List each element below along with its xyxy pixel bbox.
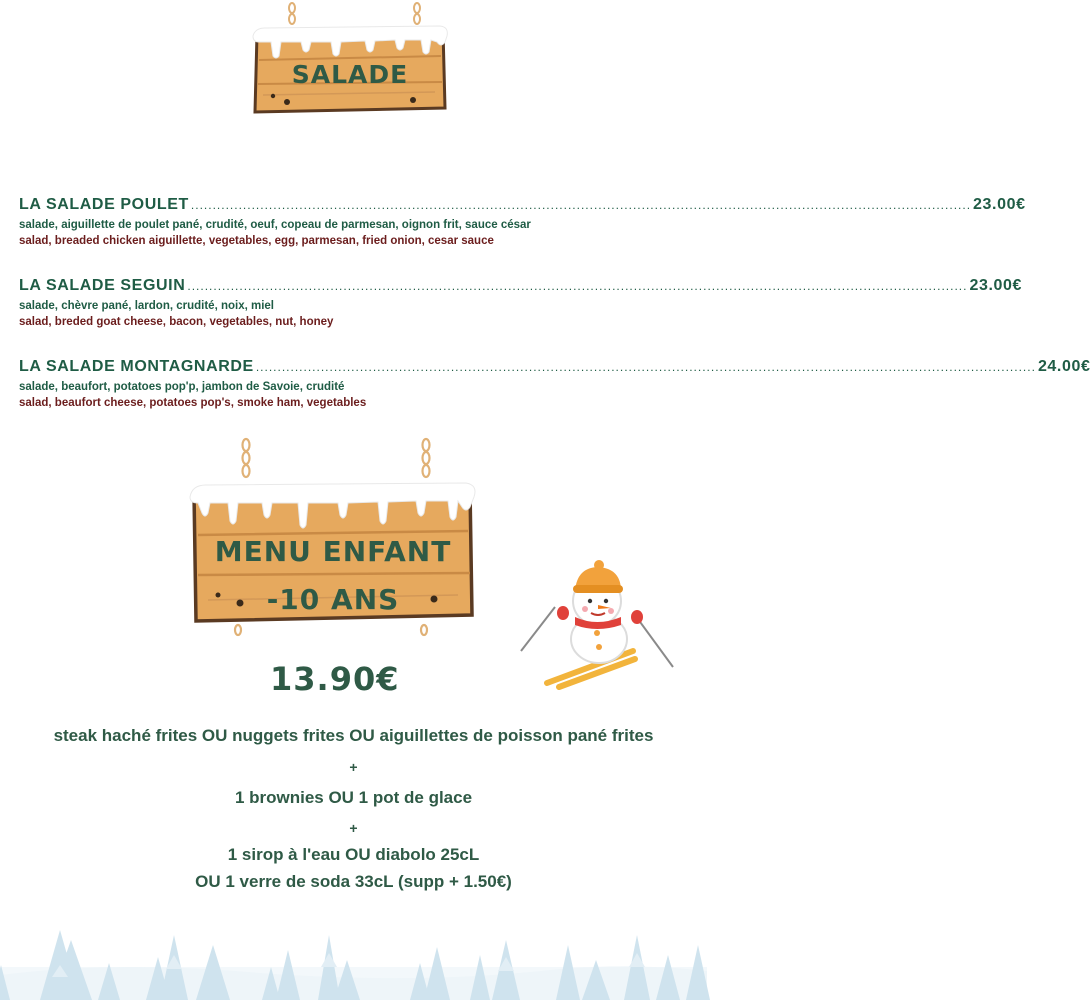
snowy-forest-footer [0,905,707,1000]
item-description-en: salad, breded goat cheese, bacon, vegetables, nut, honey [19,316,334,328]
item-price: 23.00€ [969,277,1023,294]
item-name: LA SALADE POULET [19,196,189,213]
kids-menu-title-line1: MENU ENFANT [214,535,452,568]
salade-title: SALADE [291,60,409,89]
kids-menu-line-main: steak haché frites OU nuggets frites OU aiguillettes de poisson pané frites [53,726,654,745]
item-price: 23.00€ [973,196,1026,213]
leader-dots: .................................................................................................................................................................................... [255,360,1036,374]
kids-menu-title-line2: -10 ANS [266,583,400,616]
item-price: 24.00€ [1037,358,1090,375]
kids-menu-price: 13.90€ [270,660,400,698]
kids-menu-line-drink: 1 sirop à l'eau OU diabolo 25cL [227,845,480,864]
kids-menu-line-soda: OU 1 verre de soda 33cL (supp + 1.50€) [195,872,512,891]
item-description-en: salad, breaded chicken aiguillette, vegetables, egg, parmesan, fried onion, cesar sauce [19,235,494,247]
leader-dots: .................................................................................................................................................................................... [190,198,972,212]
item-name: LA SALADE SEGUIN [19,277,186,294]
kids-menu-line-dessert: 1 brownies OU 1 pot de glace [234,788,473,807]
item-name: LA SALADE MONTAGNARDE [19,358,254,375]
kids-menu-plus: + [349,820,358,836]
leader-dots: .................................................................................................................................................................................... [187,279,968,293]
item-description-en: salad, beaufort cheese, potatoes pop's, smoke ham, vegetables [19,397,367,409]
kids-menu-plus: + [349,759,358,775]
item-description-fr: salade, chèvre pané, lardon, crudité, noix, miel [19,300,275,312]
item-description-fr: salade, aiguillette de poulet pané, crudité, oeuf, copeau de parmesan, oignon frit, sauce césar [19,219,531,231]
item-description-fr: salade, beaufort, potatoes pop'p, jambon de Savoie, crudité [19,381,345,393]
pine-tree-icon [0,905,707,1000]
